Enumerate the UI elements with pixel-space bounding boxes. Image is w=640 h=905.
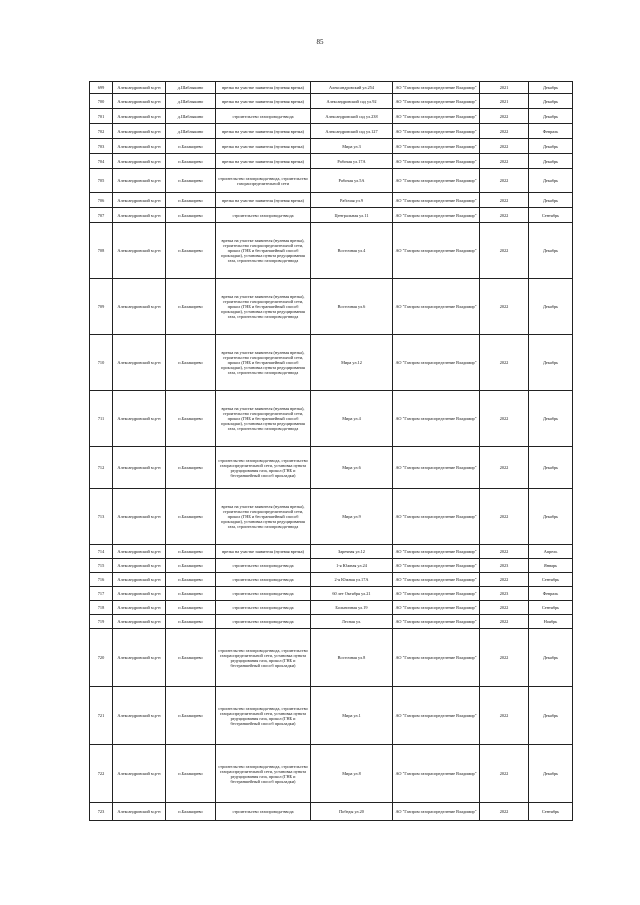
month-cell: Декабрь <box>529 447 573 489</box>
locality-cell: п.Балакирево <box>166 154 216 169</box>
work-type-cell: врезка на участке заявителя (нулевая врезка) <box>216 139 311 154</box>
district-cell: Александровский м.р-н <box>113 208 166 223</box>
work-type-cell: строительство газопровода-ввода <box>216 208 311 223</box>
address-cell: Мира ул.1 <box>311 687 393 745</box>
table-body <box>90 82 573 821</box>
month-cell: Декабрь <box>529 223 573 279</box>
table-row <box>90 601 573 615</box>
table-row <box>90 94 573 109</box>
address-cell: Мира ул.12 <box>311 335 393 391</box>
work-type-cell: строительство газопровода-ввода <box>216 803 311 821</box>
month-cell: Декабрь <box>529 169 573 193</box>
work-type-cell: врезка на участке заявителя (нулевая врезка) <box>216 82 311 94</box>
locality-cell: п.Балакирево <box>166 279 216 335</box>
year-cell: 2022 <box>480 223 529 279</box>
row-number-cell: 714 <box>90 545 113 559</box>
work-type-cell: врезка на участке заявителя (нулевая врезка), строительство газораспределительной сети, прокол (ГНБ и бестраншейный способ прокладки), установка пункта редуцирования газа, строительство газопровода-ввода <box>216 391 311 447</box>
district-cell: Александровский м.р-н <box>113 94 166 109</box>
locality-cell: п.Балакирево <box>166 335 216 391</box>
month-cell: Сентябрь <box>529 208 573 223</box>
district-cell: Александровский м.р-н <box>113 587 166 601</box>
district-cell: Александровский м.р-н <box>113 745 166 803</box>
table-row <box>90 447 573 489</box>
district-cell: Александровский м.р-н <box>113 154 166 169</box>
locality-cell: п.Балакирево <box>166 193 216 208</box>
table-row <box>90 803 573 821</box>
organization-cell: АО "Газпром газораспределение Владимир" <box>393 601 480 615</box>
locality-cell: п.Балакирево <box>166 489 216 545</box>
year-cell: 2022 <box>480 545 529 559</box>
table-row <box>90 223 573 279</box>
table-row <box>90 629 573 687</box>
address-cell: Победы ул.20 <box>311 803 393 821</box>
organization-cell: АО "Газпром газораспределение Владимир" <box>393 124 480 139</box>
locality-cell: п.Балакирево <box>166 223 216 279</box>
month-cell: Февраль <box>529 587 573 601</box>
table-row <box>90 745 573 803</box>
organization-cell: АО "Газпром газораспределение Владимир" <box>393 745 480 803</box>
organization-cell: АО "Газпром газораспределение Владимир" <box>393 573 480 587</box>
locality-cell: п.Балакирево <box>166 139 216 154</box>
organization-cell: АО "Газпром газораспределение Владимир" <box>393 154 480 169</box>
work-type-cell: строительство газопровода-ввода <box>216 109 311 124</box>
year-cell: 2022 <box>480 169 529 193</box>
month-cell: Декабрь <box>529 279 573 335</box>
address-cell: Центральная ул.11 <box>311 208 393 223</box>
year-cell: 2021 <box>480 82 529 94</box>
year-cell: 2022 <box>480 139 529 154</box>
locality-cell: п.Балакирево <box>166 601 216 615</box>
address-cell: Рабочая ул.17А <box>311 154 393 169</box>
row-number-cell: 723 <box>90 803 113 821</box>
district-cell: Александровский м.р-н <box>113 109 166 124</box>
year-cell: 2022 <box>480 391 529 447</box>
address-cell: Александровский сад ул.238 <box>311 109 393 124</box>
table-row <box>90 279 573 335</box>
organization-cell: АО "Газпром газораспределение Владимир" <box>393 279 480 335</box>
organization-cell: АО "Газпром газораспределение Владимир" <box>393 615 480 629</box>
district-cell: Александровский м.р-н <box>113 223 166 279</box>
locality-cell: д.Шаблыкино <box>166 109 216 124</box>
year-cell: 2023 <box>480 559 529 573</box>
organization-cell: АО "Газпром газораспределение Владимир" <box>393 82 480 94</box>
address-cell: Больничная ул.19 <box>311 601 393 615</box>
table-row <box>90 124 573 139</box>
month-cell: Ноябрь <box>529 615 573 629</box>
district-cell: Александровский м.р-н <box>113 687 166 745</box>
locality-cell: п.Балакирево <box>166 745 216 803</box>
locality-cell: п.Балакирево <box>166 391 216 447</box>
district-cell: Александровский м.р-н <box>113 82 166 94</box>
row-number-cell: 720 <box>90 629 113 687</box>
work-type-cell: врезка на участке заявителя (нулевая врезка) <box>216 124 311 139</box>
row-number-cell: 706 <box>90 193 113 208</box>
locality-cell: п.Балакирево <box>166 169 216 193</box>
year-cell: 2022 <box>480 193 529 208</box>
year-cell: 2022 <box>480 335 529 391</box>
row-number-cell: 702 <box>90 124 113 139</box>
organization-cell: АО "Газпром газораспределение Владимир" <box>393 587 480 601</box>
district-cell: Александровский м.р-н <box>113 615 166 629</box>
row-number-cell: 716 <box>90 573 113 587</box>
table-row <box>90 559 573 573</box>
organization-cell: АО "Газпром газораспределение Владимир" <box>393 391 480 447</box>
table-row <box>90 391 573 447</box>
organization-cell: АО "Газпром газораспределение Владимир" <box>393 489 480 545</box>
table-row <box>90 139 573 154</box>
month-cell: Декабрь <box>529 745 573 803</box>
table-row <box>90 573 573 587</box>
row-number-cell: 717 <box>90 587 113 601</box>
table-row <box>90 82 573 94</box>
work-type-cell: врезка на участке заявителя (нулевая врезка), строительство газораспределительной сети, прокол (ГНБ и бестраншейный способ прокладки), установка пункта редуцирования газа, строительство газопровода-ввода <box>216 335 311 391</box>
month-cell: Декабрь <box>529 391 573 447</box>
month-cell: Февраль <box>529 124 573 139</box>
address-cell: 1-я Южная ул.24 <box>311 559 393 573</box>
row-number-cell: 709 <box>90 279 113 335</box>
organization-cell: АО "Газпром газораспределение Владимир" <box>393 193 480 208</box>
organization-cell: АО "Газпром газораспределение Владимир" <box>393 109 480 124</box>
address-cell: Мира ул.4 <box>311 391 393 447</box>
row-number-cell: 718 <box>90 601 113 615</box>
organization-cell: АО "Газпром газораспределение Владимир" <box>393 223 480 279</box>
work-type-cell: врезка на участке заявителя (нулевая врезка), строительство газораспределительной сети, прокол (ГНБ и бестраншейный способ прокладки), установка пункта редуцирования газа, строительство газопровода-ввода <box>216 489 311 545</box>
year-cell: 2022 <box>480 154 529 169</box>
district-cell: Александровский м.р-н <box>113 803 166 821</box>
locality-cell: д.Шаблыкино <box>166 124 216 139</box>
address-cell: Восточная ул.4 <box>311 223 393 279</box>
row-number-cell: 710 <box>90 335 113 391</box>
district-cell: Александровский м.р-н <box>113 279 166 335</box>
locality-cell: д.Шаблыкино <box>166 82 216 94</box>
table-row <box>90 169 573 193</box>
table-row <box>90 193 573 208</box>
year-cell: 2023 <box>480 587 529 601</box>
row-number-cell: 700 <box>90 94 113 109</box>
organization-cell: АО "Газпром газораспределение Владимир" <box>393 559 480 573</box>
row-number-cell: 701 <box>90 109 113 124</box>
work-type-cell: врезка на участке заявителя (нулевая врезка) <box>216 193 311 208</box>
work-type-cell: строительство газопровода-ввода <box>216 615 311 629</box>
district-cell: Александровский м.р-н <box>113 559 166 573</box>
year-cell: 2022 <box>480 109 529 124</box>
work-type-cell: строительство газопровода-ввода, строительство газораспределительной сети, установка пункта редуцирования газа, прокол (ГНБ и бестраншейный способ прокладки) <box>216 447 311 489</box>
work-type-cell: строительство газопровода-ввода, строительство газораспределительной сети <box>216 169 311 193</box>
page-number: 85 <box>316 38 324 46</box>
district-cell: Александровский м.р-н <box>113 391 166 447</box>
locality-cell: п.Балакирево <box>166 629 216 687</box>
organization-cell: АО "Газпром газораспределение Владимир" <box>393 94 480 109</box>
locality-cell: п.Балакирево <box>166 208 216 223</box>
address-cell: Александровский сад ул.92 <box>311 94 393 109</box>
year-cell: 2022 <box>480 803 529 821</box>
row-number-cell: 711 <box>90 391 113 447</box>
address-cell: Александровский сад ул.127 <box>311 124 393 139</box>
work-type-cell: строительство газопровода-ввода <box>216 587 311 601</box>
row-number-cell: 705 <box>90 169 113 193</box>
year-cell: 2022 <box>480 745 529 803</box>
organization-cell: АО "Газпром газораспределение Владимир" <box>393 803 480 821</box>
address-cell: Рабочая ул.5А <box>311 169 393 193</box>
district-cell: Александровский м.р-н <box>113 193 166 208</box>
address-cell: 60 лет Октября ул.21 <box>311 587 393 601</box>
district-cell: Александровский м.р-н <box>113 601 166 615</box>
row-number-cell: 704 <box>90 154 113 169</box>
address-cell: Мира ул.6 <box>311 447 393 489</box>
year-cell: 2022 <box>480 447 529 489</box>
organization-cell: АО "Газпром газораспределение Владимир" <box>393 687 480 745</box>
month-cell: Декабрь <box>529 139 573 154</box>
work-type-cell: строительство газопровода-ввода, строительство газораспределительной сети, установка пункта редуцирования газа, прокол (ГНБ и бестраншейный способ прокладки) <box>216 629 311 687</box>
year-cell: 2022 <box>480 687 529 745</box>
district-cell: Александровский м.р-н <box>113 139 166 154</box>
month-cell: Сентябрь <box>529 601 573 615</box>
month-cell: Декабрь <box>529 629 573 687</box>
address-cell: Восточная ул.6 <box>311 279 393 335</box>
month-cell: Декабрь <box>529 109 573 124</box>
table-row <box>90 489 573 545</box>
address-cell: 2-я Южная ул.17А <box>311 573 393 587</box>
month-cell: Декабрь <box>529 335 573 391</box>
work-type-cell: врезка на участке заявителя (нулевая врезка) <box>216 545 311 559</box>
organization-cell: АО "Газпром газораспределение Владимир" <box>393 629 480 687</box>
table-row <box>90 154 573 169</box>
year-cell: 2022 <box>480 208 529 223</box>
district-cell: Александровский м.р-н <box>113 629 166 687</box>
address-cell: Рабочая ул.9 <box>311 193 393 208</box>
row-number-cell: 708 <box>90 223 113 279</box>
organization-cell: АО "Газпром газораспределение Владимир" <box>393 335 480 391</box>
month-cell: Декабрь <box>529 82 573 94</box>
row-number-cell: 713 <box>90 489 113 545</box>
month-cell: Декабрь <box>529 687 573 745</box>
row-number-cell: 715 <box>90 559 113 573</box>
month-cell: Апрель <box>529 545 573 559</box>
row-number-cell: 707 <box>90 208 113 223</box>
year-cell: 2022 <box>480 489 529 545</box>
table-row <box>90 615 573 629</box>
organization-cell: АО "Газпром газораспределение Владимир" <box>393 447 480 489</box>
locality-cell: п.Балакирево <box>166 803 216 821</box>
month-cell: Декабрь <box>529 193 573 208</box>
table-row <box>90 587 573 601</box>
district-cell: Александровский м.р-н <box>113 489 166 545</box>
table-row <box>90 208 573 223</box>
address-cell: Восточная ул.8 <box>311 629 393 687</box>
work-type-cell: врезка на участке заявителя (нулевая врезка), строительство газораспределительной сети, прокол (ГНБ и бестраншейный способ прокладки), установка пункта редуцирования газа, строительство газопровода-ввода <box>216 279 311 335</box>
row-number-cell: 722 <box>90 745 113 803</box>
table-row <box>90 545 573 559</box>
address-cell: Заречная ул.12 <box>311 545 393 559</box>
year-cell: 2022 <box>480 279 529 335</box>
address-cell: Мира ул.8 <box>311 745 393 803</box>
work-type-cell: строительство газопровода-ввода, строительство газораспределительной сети, установка пункта редуцирования газа, прокол (ГНБ и бестраншейный способ прокладки) <box>216 687 311 745</box>
organization-cell: АО "Газпром газораспределение Владимир" <box>393 208 480 223</box>
locality-cell: д.Шаблыкино <box>166 94 216 109</box>
row-number-cell: 712 <box>90 447 113 489</box>
year-cell: 2021 <box>480 94 529 109</box>
locality-cell: п.Балакирево <box>166 447 216 489</box>
address-cell: Мира ул.3 <box>311 139 393 154</box>
month-cell: Январь <box>529 559 573 573</box>
address-cell: Мира ул.9 <box>311 489 393 545</box>
locality-cell: п.Балакирево <box>166 615 216 629</box>
table-row <box>90 687 573 745</box>
year-cell: 2022 <box>480 601 529 615</box>
row-number-cell: 721 <box>90 687 113 745</box>
work-type-cell: строительство газопровода-ввода <box>216 573 311 587</box>
work-type-cell: строительство газопровода-ввода, строительство газораспределительной сети, установка пункта редуцирования газа, прокол (ГНБ и бестраншейный способ прокладки) <box>216 745 311 803</box>
district-cell: Александровский м.р-н <box>113 573 166 587</box>
gasification-schedule-table <box>89 81 573 821</box>
district-cell: Александровский м.р-н <box>113 335 166 391</box>
month-cell: Декабрь <box>529 154 573 169</box>
work-type-cell: строительство газопровода-ввода <box>216 559 311 573</box>
row-number-cell: 719 <box>90 615 113 629</box>
month-cell: Сентябрь <box>529 803 573 821</box>
locality-cell: п.Балакирево <box>166 573 216 587</box>
table-row <box>90 335 573 391</box>
year-cell: 2022 <box>480 615 529 629</box>
year-cell: 2022 <box>480 124 529 139</box>
work-type-cell: врезка на участке заявителя (нулевая врезка) <box>216 94 311 109</box>
work-type-cell: врезка на участке заявителя (нулевая врезка) <box>216 154 311 169</box>
locality-cell: п.Балакирево <box>166 587 216 601</box>
district-cell: Александровский м.р-н <box>113 169 166 193</box>
month-cell: Декабрь <box>529 94 573 109</box>
district-cell: Александровский м.р-н <box>113 124 166 139</box>
month-cell: Декабрь <box>529 489 573 545</box>
locality-cell: п.Балакирево <box>166 545 216 559</box>
organization-cell: АО "Газпром газораспределение Владимир" <box>393 139 480 154</box>
month-cell: Сентябрь <box>529 573 573 587</box>
district-cell: Александровский м.р-н <box>113 447 166 489</box>
work-type-cell: строительство газопровода-ввода <box>216 601 311 615</box>
address-cell: Александровский ул.254 <box>311 82 393 94</box>
locality-cell: п.Балакирево <box>166 687 216 745</box>
work-type-cell: врезка на участке заявителя (нулевая врезка), строительство газораспределительной сети, прокол (ГНБ и бестраншейный способ прокладки), установка пункта редуцирования газа, строительство газопровода-ввода <box>216 223 311 279</box>
row-number-cell: 699 <box>90 82 113 94</box>
address-cell: Лесная ул. <box>311 615 393 629</box>
organization-cell: АО "Газпром газораспределение Владимир" <box>393 169 480 193</box>
locality-cell: п.Балакирево <box>166 559 216 573</box>
table-row <box>90 109 573 124</box>
row-number-cell: 703 <box>90 139 113 154</box>
district-cell: Александровский м.р-н <box>113 545 166 559</box>
year-cell: 2022 <box>480 629 529 687</box>
organization-cell: АО "Газпром газораспределение Владимир" <box>393 545 480 559</box>
year-cell: 2022 <box>480 573 529 587</box>
